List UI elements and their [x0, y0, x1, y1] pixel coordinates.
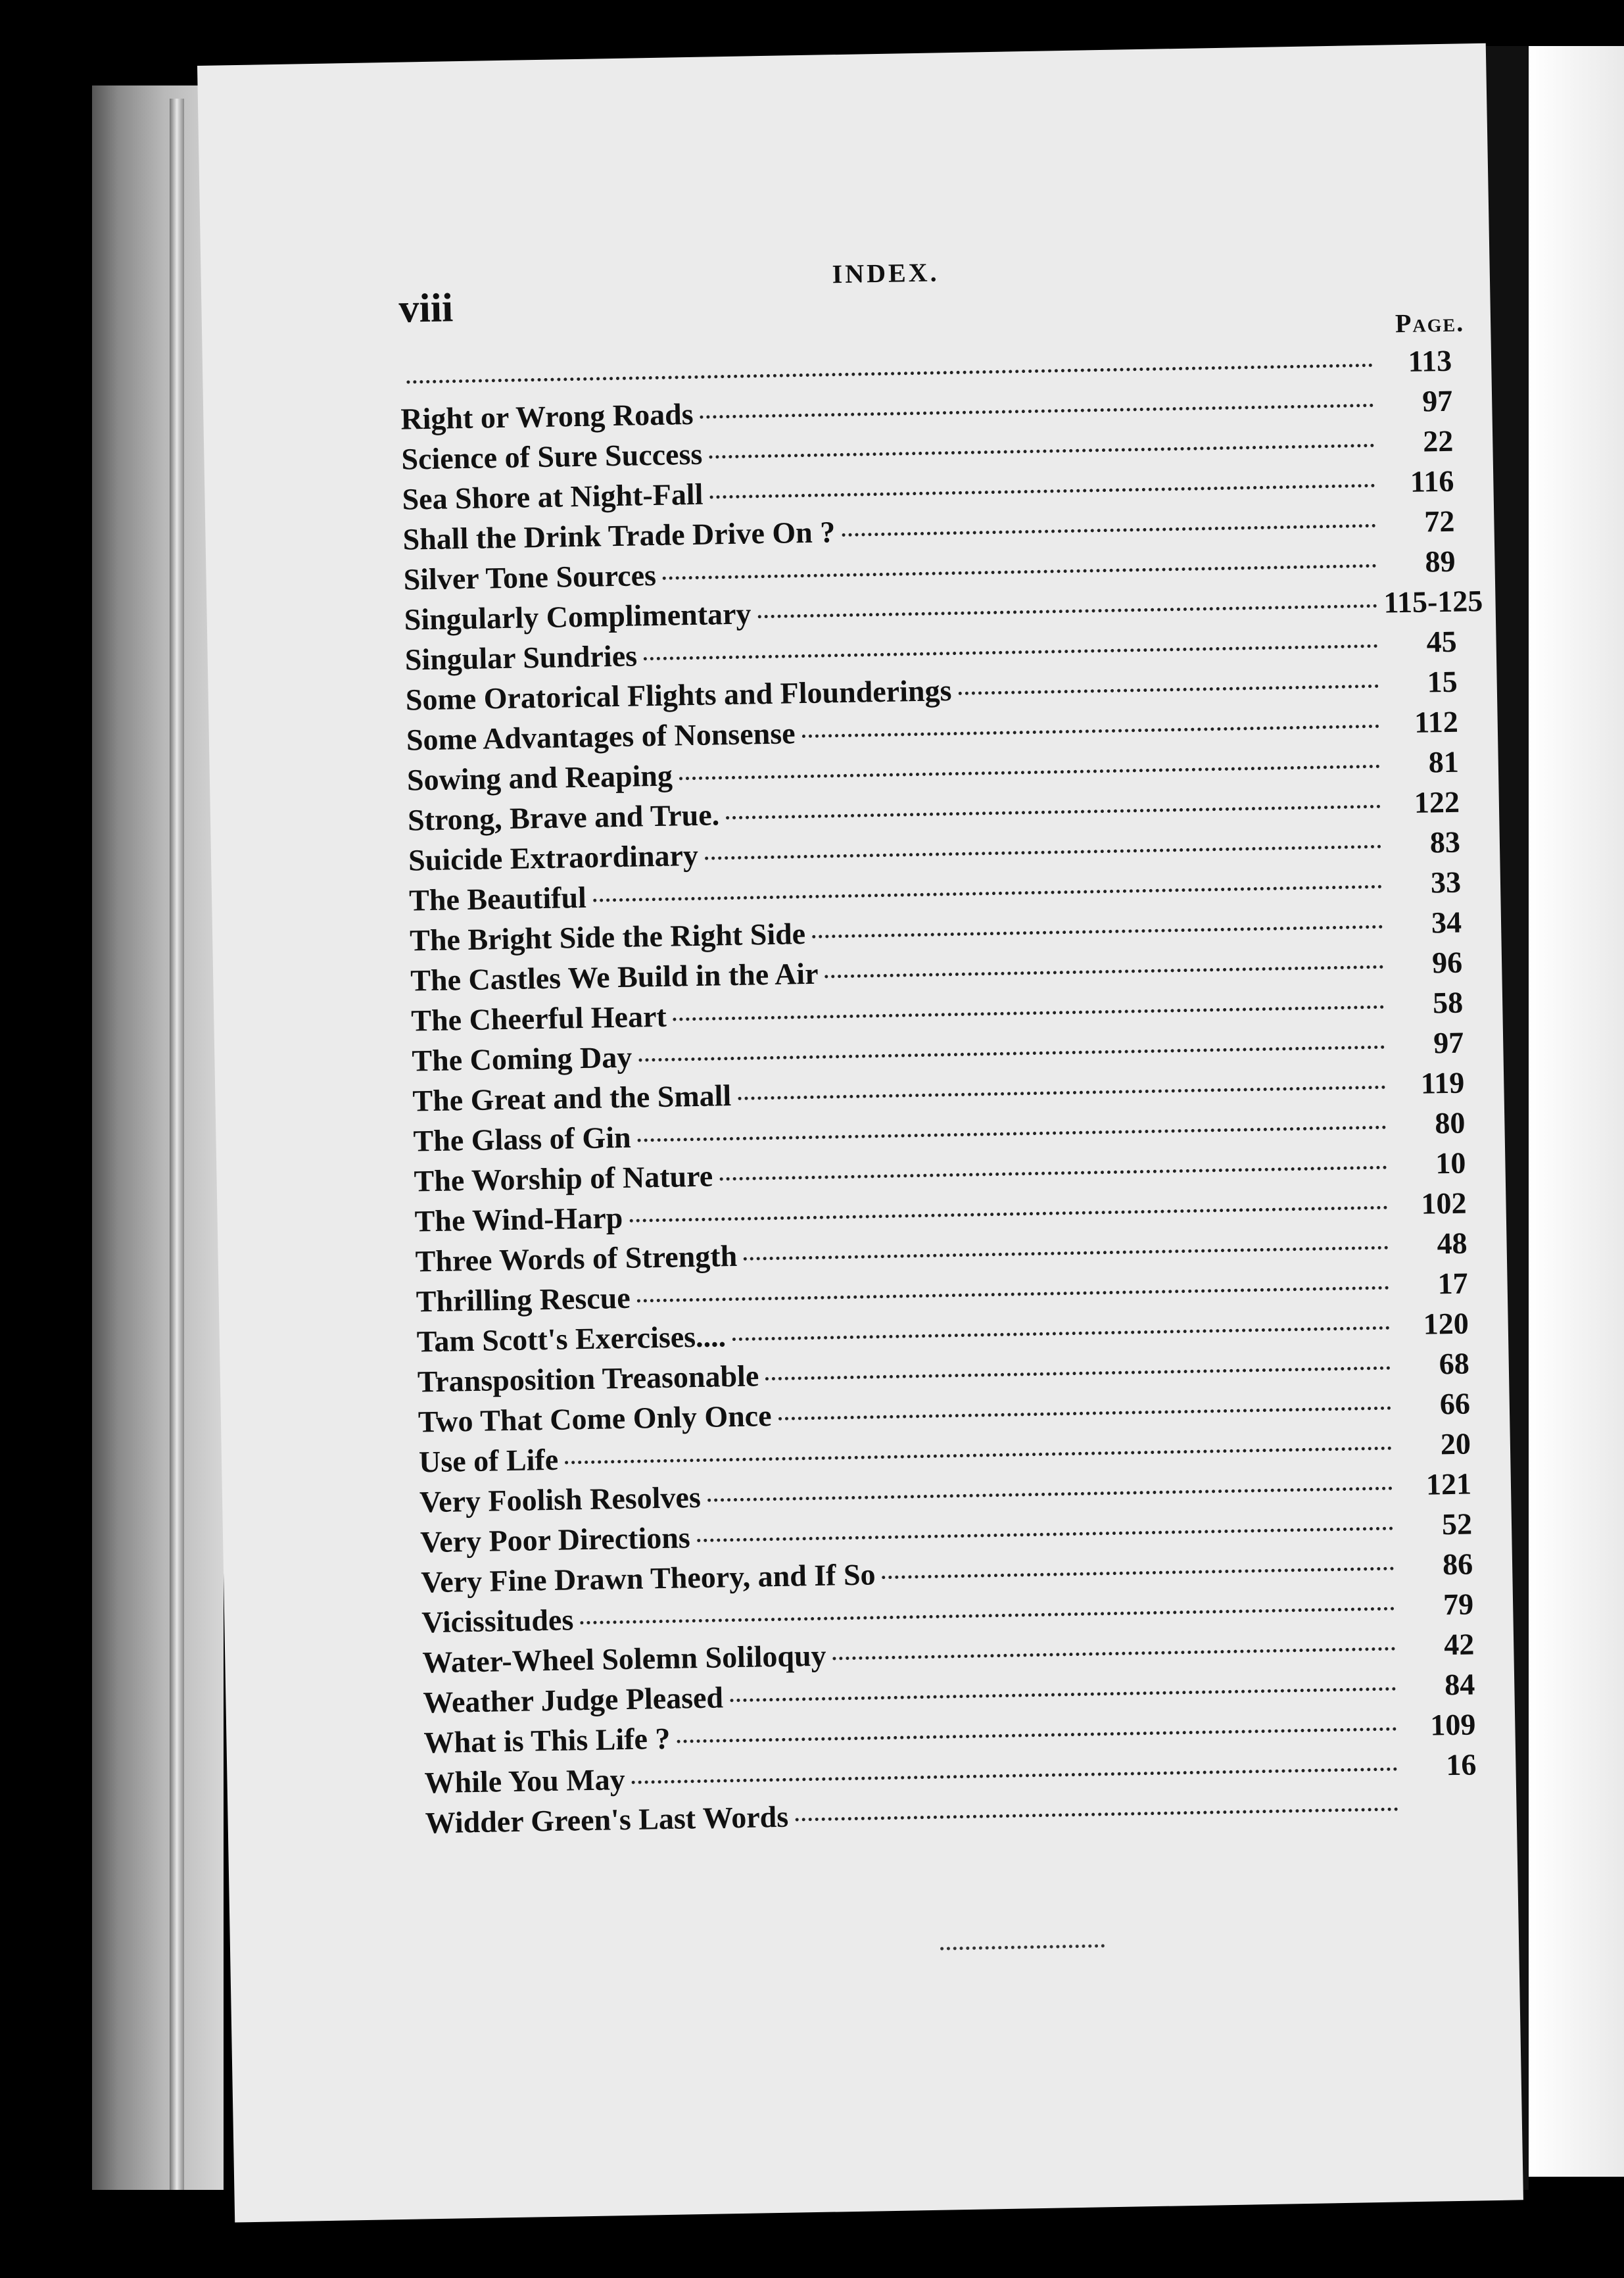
entry-title: The Glass of Gin	[413, 1120, 631, 1158]
entry-title: The Castles We Build in the Air	[410, 956, 819, 998]
entry-page-number: 10	[1435, 1146, 1466, 1180]
dot-leader	[765, 1367, 1391, 1381]
entry-title: Thrilling Rescue	[416, 1280, 631, 1319]
entry-title: The Wind-Harp	[414, 1200, 623, 1238]
entry-page-number: 42	[1443, 1627, 1475, 1662]
dot-leader	[677, 1728, 1397, 1743]
dot-leader	[707, 1487, 1393, 1502]
entry-page-number: 72	[1423, 504, 1455, 539]
entry-title: Use of Life	[418, 1442, 559, 1479]
entry-page-number: 83	[1429, 825, 1461, 860]
dot-leader	[580, 1607, 1395, 1625]
entry-page-number: 17	[1437, 1266, 1469, 1301]
entry-title: Silver Tone Sources	[403, 558, 657, 596]
dot-leader	[709, 484, 1375, 499]
dot-leader	[744, 1246, 1389, 1261]
entry-page-number: 34	[1431, 905, 1462, 940]
entry-title: Weather Judge Pleased	[423, 1680, 724, 1720]
dot-leader	[565, 1447, 1392, 1465]
dot-leader	[802, 725, 1379, 738]
dot-leader	[629, 1206, 1387, 1223]
entry-title: The Coming Day	[412, 1040, 633, 1078]
dot-leader	[593, 885, 1382, 902]
dot-leader	[697, 1527, 1393, 1542]
entry-page-number: 45	[1426, 624, 1458, 659]
page-number: viii	[398, 285, 454, 331]
entry-page-number: 86	[1442, 1547, 1473, 1582]
entry-title: Some Advantages of Nonsense	[406, 716, 796, 757]
entry-page-number: 84	[1444, 1667, 1475, 1702]
entry-page-number	[1405, 1814, 1477, 1816]
entry-page-number: 22	[1422, 424, 1454, 458]
dot-leader	[673, 1006, 1385, 1021]
entry-title: What is This Life ?	[423, 1721, 671, 1760]
dot-leader	[705, 845, 1381, 860]
dot-leader	[719, 1166, 1387, 1181]
entry-page-number: 68	[1439, 1346, 1470, 1381]
entry-page-number: 109	[1429, 1707, 1476, 1742]
entry-title: Sea Shore at Night-Fall	[402, 477, 704, 516]
entry-title: Strong, Brave and True.	[407, 798, 720, 837]
dot-leader	[730, 1687, 1396, 1703]
entry-page-number: 52	[1441, 1507, 1473, 1541]
entry-page-number: 33	[1430, 865, 1462, 900]
dot-leader	[700, 404, 1374, 419]
entry-title: While You May	[424, 1762, 626, 1800]
entry-page-number: 97	[1421, 383, 1453, 418]
entry-title: Water-Wheel Solemn Soliloquy	[421, 1638, 826, 1680]
entry-title: The Worship of Nature	[414, 1159, 713, 1198]
entry-page-number: 81	[1428, 744, 1460, 779]
dot-leader	[795, 1808, 1398, 1822]
entry-page-number: 15	[1427, 664, 1458, 699]
entry-page-number: 113	[1408, 343, 1452, 378]
entry-page-number: 80	[1434, 1105, 1466, 1140]
dot-leader	[638, 1126, 1387, 1142]
index-list	[400, 343, 1483, 1846]
dot-leader	[726, 805, 1381, 819]
dot-leader	[833, 1647, 1396, 1660]
entry-page-number: 58	[1432, 985, 1464, 1020]
entry-title: Three Words of Strength	[415, 1238, 738, 1278]
dot-leader	[644, 644, 1378, 660]
entry-page-number: 122	[1414, 785, 1460, 819]
dot-leader	[882, 1567, 1395, 1580]
page-column-label: Page.	[1395, 307, 1465, 339]
entry-page-number: 97	[1433, 1025, 1464, 1060]
dot-leader	[738, 1086, 1385, 1100]
entry-title: Vicissitudes	[421, 1603, 574, 1639]
entry-title: Right or Wrong Roads	[400, 397, 694, 436]
entry-page-number: 102	[1421, 1186, 1467, 1221]
entry-title: Very Poor Directions	[419, 1520, 691, 1559]
dot-leader	[842, 524, 1375, 537]
entry-title: The Cheerful Heart	[410, 999, 667, 1038]
entry-page-number: 120	[1423, 1306, 1469, 1341]
entry-title: Widder Green's Last Words	[425, 1799, 789, 1840]
entry-title: The Great and the Small	[412, 1078, 732, 1118]
entry-page-number: 116	[1410, 464, 1454, 498]
index-page	[197, 43, 1523, 2223]
entry-title: The Beautiful	[408, 880, 587, 917]
dot-leader	[406, 364, 1373, 384]
stray-dots	[940, 1944, 1105, 1950]
dot-leader	[637, 1286, 1389, 1303]
entry-title: Science of Sure Success	[401, 437, 703, 476]
entry-page-number: 121	[1425, 1466, 1472, 1501]
entry-title: Singular Sundries	[404, 639, 638, 677]
dot-leader	[663, 564, 1377, 580]
entry-title: Very Fine Drawn Theory, and If So	[420, 1557, 876, 1599]
facing-page-edge	[1529, 46, 1624, 2177]
page-fold	[170, 99, 184, 2190]
entry-title: The Bright Side the Right Side	[409, 917, 806, 957]
entry-page-number: 112	[1414, 704, 1459, 739]
entry-page-number: 20	[1440, 1426, 1471, 1461]
entry-page-number: 89	[1424, 544, 1456, 579]
entry-page-number: 96	[1431, 945, 1463, 980]
entry-page-number: 119	[1420, 1065, 1465, 1100]
entry-page-number: 66	[1439, 1386, 1471, 1421]
dot-leader	[638, 1046, 1385, 1062]
entry-title: Shall the Drink Trade Drive On ?	[402, 515, 836, 556]
entry-page-number: 16	[1445, 1747, 1477, 1782]
dot-leader	[757, 604, 1377, 618]
dot-leader	[778, 1407, 1391, 1420]
dot-leader	[825, 965, 1384, 979]
entry-page-number: 48	[1437, 1226, 1468, 1261]
entry-title: Two That Come Only Once	[418, 1399, 772, 1439]
page-header: INDEX.	[832, 257, 940, 289]
entry-title: Sowing and Reaping	[406, 758, 673, 797]
dot-leader	[812, 925, 1383, 938]
entry-title: Very Foolish Resolves	[419, 1480, 702, 1519]
dot-leader	[679, 765, 1380, 781]
entry-title: Transposition Treasonable	[417, 1359, 759, 1399]
entry-title: Some Oratorical Flights and Flounderings	[405, 673, 952, 717]
dot-leader	[958, 685, 1378, 695]
entry-title: Tam Scott's Exercises....	[416, 1319, 727, 1359]
dot-leader	[709, 444, 1374, 459]
entry-title: Suicide Extraordinary	[408, 838, 699, 877]
dot-leader	[632, 1768, 1398, 1784]
dot-leader	[732, 1326, 1390, 1341]
entry-title: Singularly Complimentary	[404, 596, 752, 637]
entry-page-number: 79	[1443, 1587, 1474, 1622]
entry-page-number: 115-125	[1383, 584, 1483, 619]
